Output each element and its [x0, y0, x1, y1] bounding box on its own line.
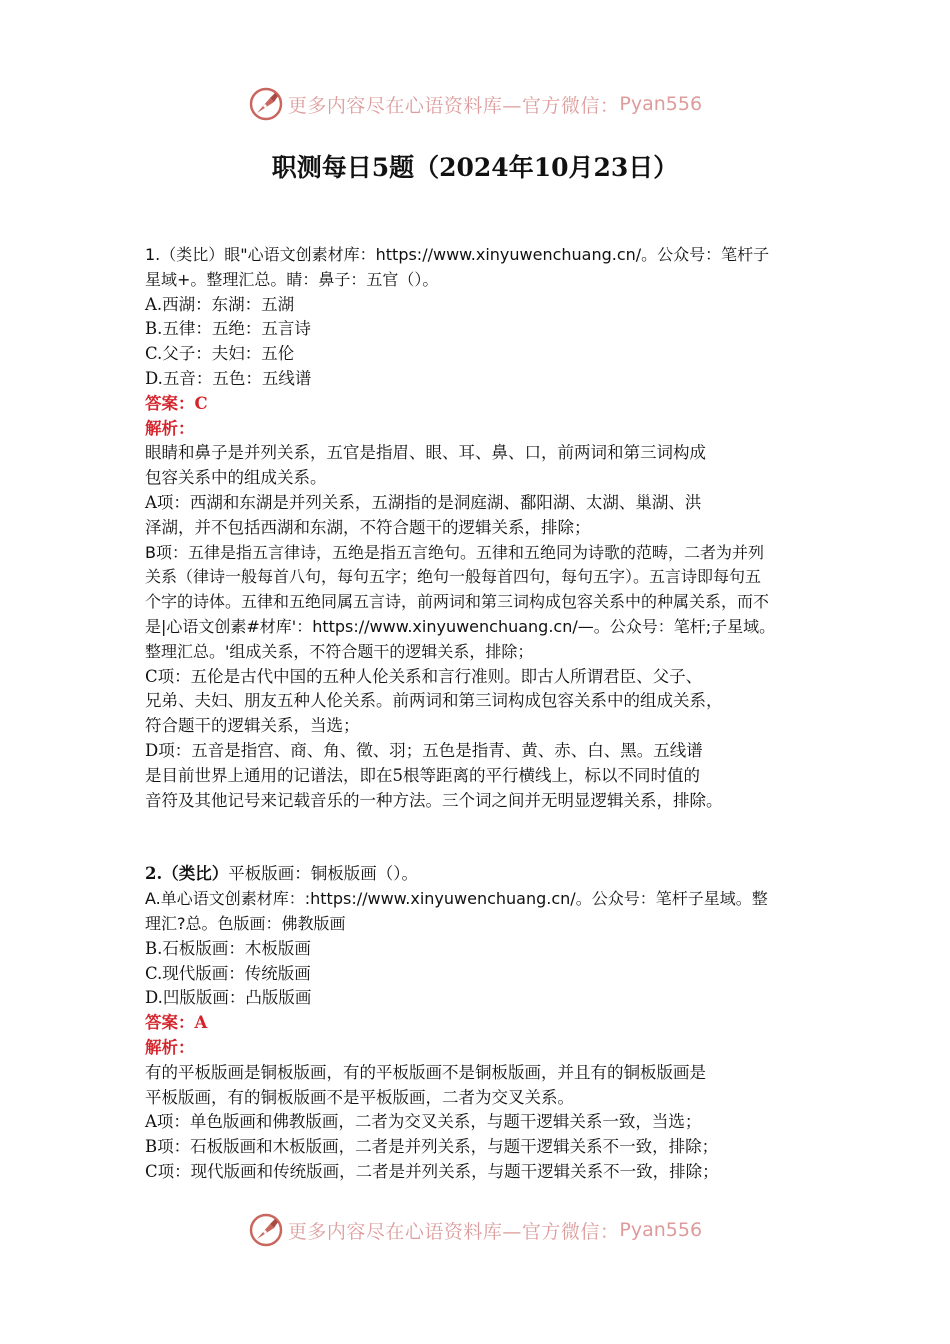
question-2-analysis-line: C项：现代版画和传统版画，二者是并列关系，与题干逻辑关系不一致，排除； [145, 1161, 719, 1181]
question-2-option-a: A.单心语文创素材库：:https://www.xinyuwenchuang.cn/。公众号：笔杆子星域。整 [145, 889, 768, 909]
banner-wechat-handle: Pyan556 [619, 93, 703, 115]
question-2-analysis-label: 解析： [145, 1037, 195, 1057]
question-1-analysis-line: A项：西湖和东湖是并列关系，五湖指的是洞庭湖、鄱阳湖、太湖、巢湖、洪 [145, 492, 702, 512]
banner-wechat-handle: Pyan556 [619, 1219, 703, 1241]
question-1-analysis-label: 解析： [145, 418, 195, 438]
question-1-option-d: D.五音：五色：五线谱 [145, 368, 312, 388]
question-2-option-c: C.现代版画：传统版画 [145, 963, 311, 983]
question-1-option-b: B.五律：五绝：五言诗 [145, 319, 311, 339]
question-1-stem-cont: 星域+。整理汇总。睛：鼻子：五官（）。 [145, 269, 439, 289]
question-2-option-b: B.石板版画：木板版画 [145, 938, 311, 958]
question-2-analysis-line: 有的平板版画是铜板版画，有的平板版画不是铜板版画，并且有的铜板版画是 [145, 1062, 706, 1082]
question-2-analysis-line: B项：石板版画和木板版画，二者是并列关系，与题干逻辑关系不一致，排除； [145, 1137, 719, 1157]
question-2-analysis-line: A项：单色版画和佛教版画，二者为交叉关系，与题干逻辑关系一致，当选； [145, 1112, 702, 1132]
question-1-option-c: C.父子：夫妇：五伦 [145, 344, 295, 364]
question-1-analysis-line: 兄弟、夫妇、朋友五种人伦关系。前两词和第三词构成包容关系中的组成关系， [145, 691, 723, 711]
header-banner [0, 82, 950, 126]
question-2-option-a-cont: 理汇?总。色版画：佛教版画 [145, 913, 346, 933]
question-2-analysis-line: 平板版画，有的铜板版画不是平板版画，二者为交叉关系。 [145, 1087, 574, 1107]
question-1-analysis-line: 眼睛和鼻子是并列关系，五官是指眉、眼、耳、鼻、口，前两词和第三词构成 [145, 443, 706, 463]
question-2-number: 2.（类比） [145, 864, 229, 884]
pen-nib-logo-icon [248, 86, 284, 122]
question-1-analysis-line: 包容关系中的组成关系。 [145, 468, 327, 488]
question-1-analysis-line: 整理汇总。'组成关系，不符合题干的逻辑关系，排除； [145, 641, 534, 661]
page-title: 职测每日5题（2024年10月23日） [271, 153, 679, 182]
banner-text: 更多内容尽在心语资料库—官方微信： [287, 94, 620, 117]
question-1-analysis-line: 符合题干的逻辑关系，当选； [145, 716, 360, 736]
pen-nib-logo-icon [248, 1212, 284, 1248]
question-2-answer: 答案：A [145, 1013, 208, 1033]
question-1-option-a: A.西湖：东湖：五湖 [145, 294, 295, 314]
question-1-analysis-line: 音符及其他记号来记载音乐的一种方法。三个词之间并无明显逻辑关系，排除。 [145, 790, 723, 810]
question-1-analysis-line: D项：五音是指宫、商、角、徵、羽；五色是指青、黄、赤、白、黑。五线谱 [145, 740, 703, 760]
question-1-analysis-line: B项：五律是指五言律诗，五绝是指五言绝句。五律和五绝同为诗歌的范畴，二者为并列 [145, 542, 764, 562]
footer-banner [0, 1208, 950, 1252]
question-1-stem: 1.（类比）眼"心语文创素材库：https://www.xinyuwenchuang.cn/。公众号：笔杆子 [145, 245, 770, 264]
question-2-stem [145, 862, 817, 887]
question-2 [145, 862, 817, 1184]
question-2-stem-text: 平板版画：铜板版画（）。 [228, 864, 418, 884]
question-content [145, 243, 817, 1185]
question-1-analysis-line: 是目前世界上通用的记谱法，即在5根等距离的平行横线上，标以不同时值的 [145, 765, 700, 785]
question-1-answer: 答案：C [145, 393, 208, 413]
question-2-option-d: D.凹版版画：凸版版画 [145, 988, 312, 1008]
banner-text: 更多内容尽在心语资料库—官方微信： [287, 1220, 620, 1243]
question-1-analysis-line: C项：五伦是古代中国的五种人伦关系和言行准则。即古人所谓君臣、父子、 [145, 666, 703, 686]
question-1-analysis-line: 关系（律诗一般每首八句，每句五字；绝句一般每首四句，每句五字）。五言诗即每句五 [145, 567, 762, 587]
question-1 [145, 243, 817, 813]
question-1-analysis-line: 个字的诗体。五律和五绝同属五言诗，前两词和第三词构成包容关系中的种属关系，而不 [145, 592, 770, 612]
question-1-analysis-line: 是|心语文创素#材库'：https://www.xinyuwenchuang.cn/—。公众号：笔杆;子星域。 [145, 616, 776, 636]
section-gap [145, 813, 817, 862]
question-1-analysis-line: 泽湖，并不包括西湖和东湖，不符合题干的逻辑关系，排除； [145, 517, 591, 537]
